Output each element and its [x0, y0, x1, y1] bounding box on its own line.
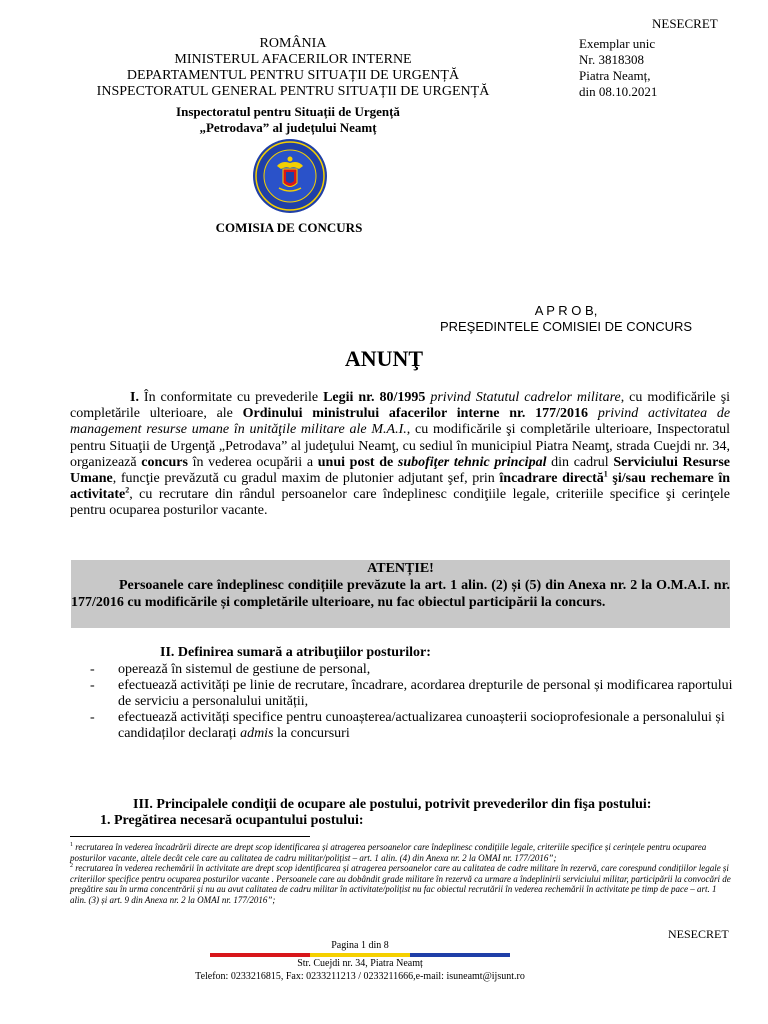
footnote-number: 2: [70, 863, 73, 869]
header-line-inspectorate: INSPECTORATUL GENERAL PENTRU SITUAȚII DE URGENȚĂ: [96, 84, 490, 99]
classification-bottom: NESECRET: [668, 927, 729, 941]
section-1-text: din cadrul: [546, 454, 614, 470]
approval-block: [420, 303, 712, 335]
service-name: Serviciului Resurse Umane: [70, 454, 731, 487]
duty-text: operează în sistemul de gestiune de personal,: [118, 662, 371, 677]
law-reference: Legii nr. 80/1995: [323, 390, 426, 405]
header-block: [40, 36, 546, 100]
tricolor-bar: [210, 953, 510, 957]
footnote-text: recrutarea în vederea rechemării în activitate are drept scop identificarea și atragerea persoanelor care au calitatea de cadre militare în rezervă, care corespund condițiilor legale și criteriilor specifice pentru ocuparea posturilor vacante . Persoanele care au dobândit grade militare în rezervă ca urmare a îndeplinirii serviciului militar, participării la convocări de pregătire sau în urma concentrării și nu au avut calitatea de cadru militar în activitate/polițist nu fac obiectul recrutării în vederea rechemării în activitate pe timp de pace – art. 1 alin. (3) și art. 9 din Anexa nr. 2 la OMAI nr. 177/2016”;: [70, 863, 731, 905]
registration-number: Nr. 3818308: [579, 52, 644, 67]
section-2-title: II. Definirea sumară a atribuţiilor posturilor:: [160, 645, 431, 660]
section-1-text: , cu modificările şi completările ulterioare, ale: [70, 390, 731, 422]
document-meta: [579, 36, 657, 100]
order-reference: Ordinului ministrului afacerilor interne nr. 177/2016: [242, 406, 589, 422]
section-1-text: , cu modificările şi completările ulterioare, Inspectoratul pentru Situaţii de Urgenţă „Petrodava” al judeţului Neamţ, cu sediul în municipiul Piatra Neamţ, strada Cuejdi nr. 34, organizează: [70, 422, 731, 470]
footnotes: [70, 842, 732, 905]
section-1-text: În conformitate cu prevederile: [143, 390, 324, 405]
header-line-country: ROMÂNIA: [259, 36, 327, 51]
footer-contact: Telefon: 0233216815, Fax: 0233211213 / 0233211666,e-mail: isuneamt@ijsunt.ro: [195, 971, 525, 982]
footnote-number: 1: [70, 842, 73, 848]
unit-name-line1: Inspectoratul pentru Situații de Urgență: [176, 104, 400, 119]
exemplar-label: Exemplar unic: [579, 36, 656, 51]
page-title: ANUNŢ: [344, 346, 424, 371]
approval-line2: PREŞEDINTELE COMISIEI DE CONCURS: [439, 319, 693, 334]
classification-top: NESECRET: [652, 16, 718, 31]
footnote-1: [70, 842, 732, 863]
law-title: privind Statutul cadrelor militare: [430, 390, 621, 405]
list-item: - efectuează activități pe linie de recrutare, încadrare, acordarea drepturile de personal și modificarea raportului de serviciu a personalului unității,: [90, 678, 740, 710]
issue-place: Piatra Neamț,: [579, 68, 651, 83]
tricolor-yellow: [310, 953, 410, 957]
attention-box: [71, 560, 730, 628]
recruitment-direct: încadrare directă: [499, 471, 604, 487]
recruitment-recall: şi/sau rechemare în activitate: [70, 471, 730, 503]
section-1-number: I.: [130, 390, 144, 405]
duty-text: efectuează activități pe linie de recrutare, încadrare, acordarea drepturile de personal și modificarea raportului de serviciu a personalului unității,: [118, 678, 733, 709]
section-1-paragraph: [70, 390, 730, 520]
footnote-text: recrutarea în vederea încadrării directe are drept scop identificarea și atragerea persoanelor care îndeplinesc condițiile legale, criteriile specifice și cerințele pentru ocuparea posturilor vacante, altele decât cele care au calitatea de cadru militar/polițist – art. 1 alin. (4) din Anexa nr. 2 la OMAI nr. 177/2016”;: [70, 842, 707, 863]
section-3-title: III. Principalele condiţii de ocupare ale postului, potrivit prevederilor din fişa postului:: [133, 797, 652, 812]
tricolor-red: [210, 953, 310, 957]
duty-text-tail: la concursuri: [273, 726, 350, 741]
duties-list: [90, 662, 740, 742]
section-1-text: [588, 406, 598, 421]
section-1-text: , cu recrutare din rândul persoanelor care îndeplinesc condiţiile legale, criteriile specifice şi cerinţele pentru ocuparea posturilor vacante.: [70, 487, 730, 519]
footer-address: Str. Cuejdi nr. 34, Piatra Neamț: [297, 958, 423, 969]
footnote-ref-2: 2: [125, 485, 130, 495]
attention-title: ATENȚIE!: [367, 561, 434, 576]
footnote-separator: [70, 836, 310, 837]
section-1-text: , funcţie prevăzută cu gradul maxim de plutonier adjutant şef, prin: [112, 471, 500, 487]
contest-keyword: concurs: [141, 454, 188, 470]
emblem-icon: [244, 136, 336, 216]
header-line-department: DEPARTAMENTUL PENTRU SITUAȚII DE URGENȚĂ: [126, 68, 460, 83]
order-title: privind activitatea de management resurse umane în unităţile militare ale M.A.I.: [70, 406, 731, 438]
footnote-2: [70, 863, 732, 905]
approval-line1: A P R O B,: [534, 303, 598, 318]
tricolor-blue: [410, 953, 510, 957]
footnote-ref-1: 1: [603, 469, 608, 479]
duty-text-italic: admis: [240, 726, 274, 741]
section-1-text: în vederea ocupării a: [187, 454, 318, 470]
post-title: subofiţer tehnic principal: [397, 454, 547, 470]
post-count: unui post de: [317, 454, 398, 470]
section-3-item-1: 1. Pregătirea necesară ocupantului postului:: [100, 813, 364, 828]
issue-date: din 08.10.2021: [579, 84, 658, 99]
list-item: - efectuează activități specifice pentru cunoașterea/actualizarea cunoașterii socioprofesionale a personalului și candidaților declarați admis la concursuri: [90, 710, 725, 741]
attention-text: Persoanele care îndeplinesc condițiile prevăzute la art. 1 alin. (2) și (5) din Anexa nr. 2 la O.M.A.I. nr. 177/2016 cu modificările și completările ulterioare, nu fac obiectul participării la concurs.: [71, 578, 730, 610]
duty-text: efectuează activități specifice pentru cunoașterea/actualizarea cunoașterii socioprofesionale a personalului și candidaților declarați: [118, 710, 725, 741]
unit-name-line2: „Petrodava” al județului Neamț: [199, 120, 377, 135]
header-line-ministry: MINISTERUL AFACERILOR INTERNE: [174, 52, 412, 67]
page-number: Pagina 1 din 8: [331, 940, 389, 951]
unit-name: [40, 104, 536, 136]
list-item: - operează în sistemul de gestiune de personal,: [90, 662, 371, 677]
commission-title: COMISIA DE CONCURS: [215, 220, 363, 235]
